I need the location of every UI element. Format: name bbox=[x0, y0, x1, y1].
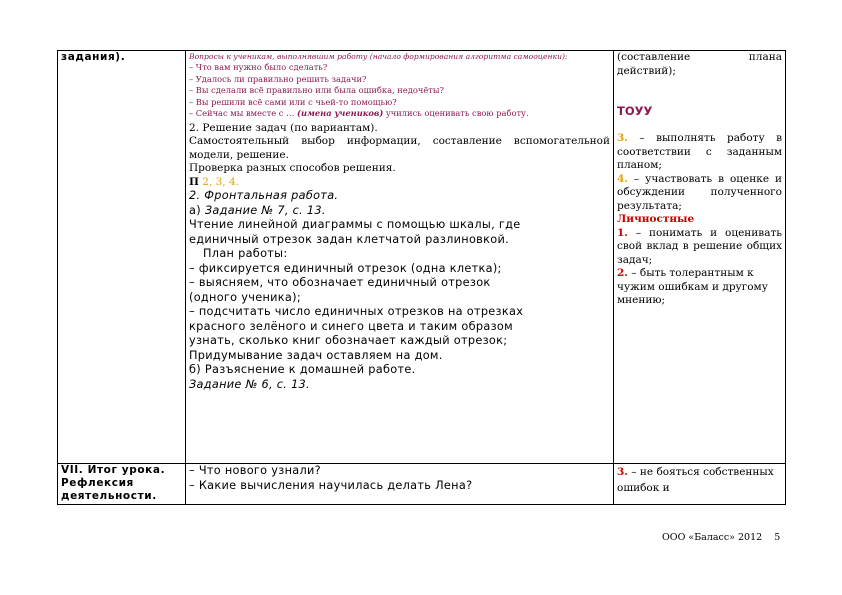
item-number: 3. bbox=[617, 132, 628, 144]
outcome-item bbox=[617, 173, 782, 214]
outcome-item bbox=[617, 132, 782, 173]
plan-line: – подсчитать число единичных отрезков на отрезках bbox=[189, 305, 524, 318]
stage-cell bbox=[58, 51, 186, 464]
personal-heading: Личностные bbox=[617, 213, 695, 225]
lesson-plan-table bbox=[57, 50, 786, 505]
plan-line: – выясняем, что обозначает единичный отрезок bbox=[189, 276, 491, 289]
outcomes-cell bbox=[614, 51, 786, 464]
item-text: – быть толерантным к чужим ошибкам и другому мнению; bbox=[617, 267, 768, 306]
question-suffix: учились оценивать свою работу. bbox=[383, 108, 529, 118]
question-names: (имена учеников) bbox=[297, 108, 384, 118]
question-item bbox=[189, 108, 610, 120]
plan-line: Придумывание задач оставляем на дом. bbox=[189, 348, 443, 362]
stage-line: VII. Итог урока. bbox=[61, 464, 166, 476]
p-numbers: 2, 3, 4. bbox=[202, 175, 239, 188]
page-footer bbox=[662, 532, 780, 543]
question-prefix: – Сейчас мы вместе с … bbox=[189, 108, 298, 118]
stage-text: задания). bbox=[61, 51, 126, 63]
task2-description: Самостоятельный выбор информации, составление вспомогательной модели, решение. bbox=[189, 135, 610, 161]
toyy-heading: ТОУУ bbox=[617, 104, 653, 118]
question-item: – Вы сделали всё правильно или была ошибка, недочёты? bbox=[189, 85, 444, 95]
item-number: 3. bbox=[617, 466, 628, 478]
plan-title: План работы: bbox=[203, 247, 288, 260]
p-label: П bbox=[189, 175, 199, 188]
table-row bbox=[58, 464, 786, 505]
plan-line: узнать, сколько книг обозначает каждый отрезок; bbox=[189, 334, 508, 347]
stage-line: деятельности. bbox=[61, 490, 157, 502]
questions-heading: Вопросы к ученикам, выполнявшим работу (начало формирования алгоритма самооценки): bbox=[189, 52, 568, 61]
task2-title: 2. Решение задач (по вариантам). bbox=[189, 121, 378, 134]
item-number: 1. bbox=[617, 226, 628, 239]
stage-line: Рефлексия bbox=[61, 477, 134, 489]
task-a bbox=[189, 204, 610, 219]
table-row bbox=[58, 51, 786, 464]
diagram-line: единичный отрезок задан клетчатой разлиновкой. bbox=[189, 232, 510, 246]
plan-line: (одного ученика); bbox=[189, 290, 301, 304]
item-text: – не бояться собственных ошибок и bbox=[617, 466, 774, 494]
question-item: – Какие вычисления научилась делать Лена? bbox=[189, 478, 473, 492]
plan-line: – фиксируется единичный отрезок (одна клетка); bbox=[189, 261, 502, 275]
content-cell bbox=[186, 464, 614, 505]
page-number: 5 bbox=[774, 532, 781, 543]
question-item: – Что вам нужно было сделать? bbox=[189, 62, 328, 72]
footer-company: ООО «Баласс» 2012 bbox=[662, 532, 763, 543]
p-line bbox=[189, 176, 610, 190]
outcome-item bbox=[617, 227, 782, 268]
item-text: – понимать и оценивать свой вклад в решение общих задач; bbox=[617, 226, 782, 266]
diagram-line: Чтение линейной диаграммы с помощью шкалы, где bbox=[189, 218, 521, 231]
item-text: – выполнять работу в соответствии с заданным планом; bbox=[617, 132, 782, 171]
question-item: – Что нового узнали? bbox=[189, 464, 321, 477]
question-item: – Удалось ли правильно решить задачи? bbox=[189, 73, 367, 84]
task2-check: Проверка разных способов решения. bbox=[189, 162, 396, 174]
content-cell bbox=[186, 51, 614, 464]
homework-line: б) Разъяснение к домашней работе. bbox=[189, 363, 416, 376]
outcomes-cell bbox=[614, 464, 786, 505]
outcome-text: (составление плана действий); bbox=[617, 51, 782, 77]
task-a-ref: Задание № 7, с. 13. bbox=[204, 203, 326, 217]
plan-line: красного зелёного и синего цвета и таким образом bbox=[189, 319, 513, 333]
item-number: 2. bbox=[617, 267, 628, 279]
item-text: – участвовать в оценке и обсуждении полученного результата; bbox=[617, 172, 782, 212]
item-number: 4. bbox=[617, 172, 628, 185]
outcome-item bbox=[617, 464, 782, 496]
outcome-item bbox=[617, 267, 782, 308]
task-a-prefix: а) bbox=[189, 203, 205, 217]
stage-cell bbox=[58, 464, 186, 505]
frontal-work: 2. Фронтальная работа. bbox=[189, 189, 339, 202]
homework-task: Задание № 6, с. 13. bbox=[189, 377, 310, 391]
question-item: – Вы решили всё сами или с чьей-то помощью? bbox=[189, 96, 397, 107]
